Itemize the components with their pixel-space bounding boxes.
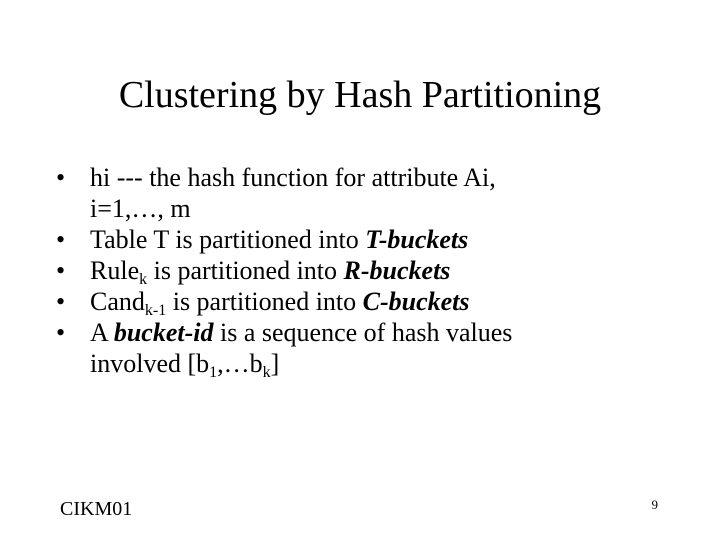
bullet-icon: • — [56, 256, 66, 285]
slide-title: Clustering by Hash Partitioning — [118, 74, 602, 116]
bullet-item — [56, 162, 676, 224]
bullet-text: is partitioned into — [166, 287, 363, 316]
bullet-emphasis: C-buckets — [362, 287, 470, 316]
footer-label: CIKM01 — [60, 498, 133, 520]
bullet-text-continued: involved [b — [90, 349, 210, 378]
bullet-icon: • — [56, 225, 66, 254]
subscript: k — [139, 271, 148, 288]
subscript: k — [262, 364, 271, 381]
bullet-icon: • — [56, 287, 66, 316]
bullet-item — [56, 255, 676, 286]
bullet-text: is partitioned into — [147, 256, 344, 285]
bullet-emphasis: R-buckets — [343, 256, 451, 285]
bullet-text: hi --- the hash function for attribute Ai, — [90, 163, 496, 192]
page-number: 9 — [651, 497, 658, 512]
bullet-item — [56, 286, 676, 317]
bullet-text: Table T is partitioned into — [90, 225, 366, 254]
bullet-item — [56, 317, 676, 379]
bullet-text: Rule — [90, 256, 140, 285]
bullet-text: A — [90, 318, 114, 347]
bullet-text: Cand — [90, 287, 145, 316]
bullet-text-continued: ,…b — [217, 349, 263, 378]
bullet-icon: • — [56, 163, 66, 192]
bullet-emphasis: T-buckets — [365, 225, 469, 254]
bullet-text-continued: ] — [270, 349, 280, 378]
bullet-text-continued: i=1,…, m — [90, 194, 191, 223]
bullet-item — [56, 224, 676, 255]
bullet-emphasis: bucket-id — [113, 318, 214, 347]
bullet-text: is a sequence of hash values — [213, 318, 513, 347]
bullet-list — [56, 162, 676, 379]
subscript: 1 — [209, 364, 218, 381]
subscript: k-1 — [144, 302, 167, 319]
bullet-icon: • — [56, 318, 66, 347]
